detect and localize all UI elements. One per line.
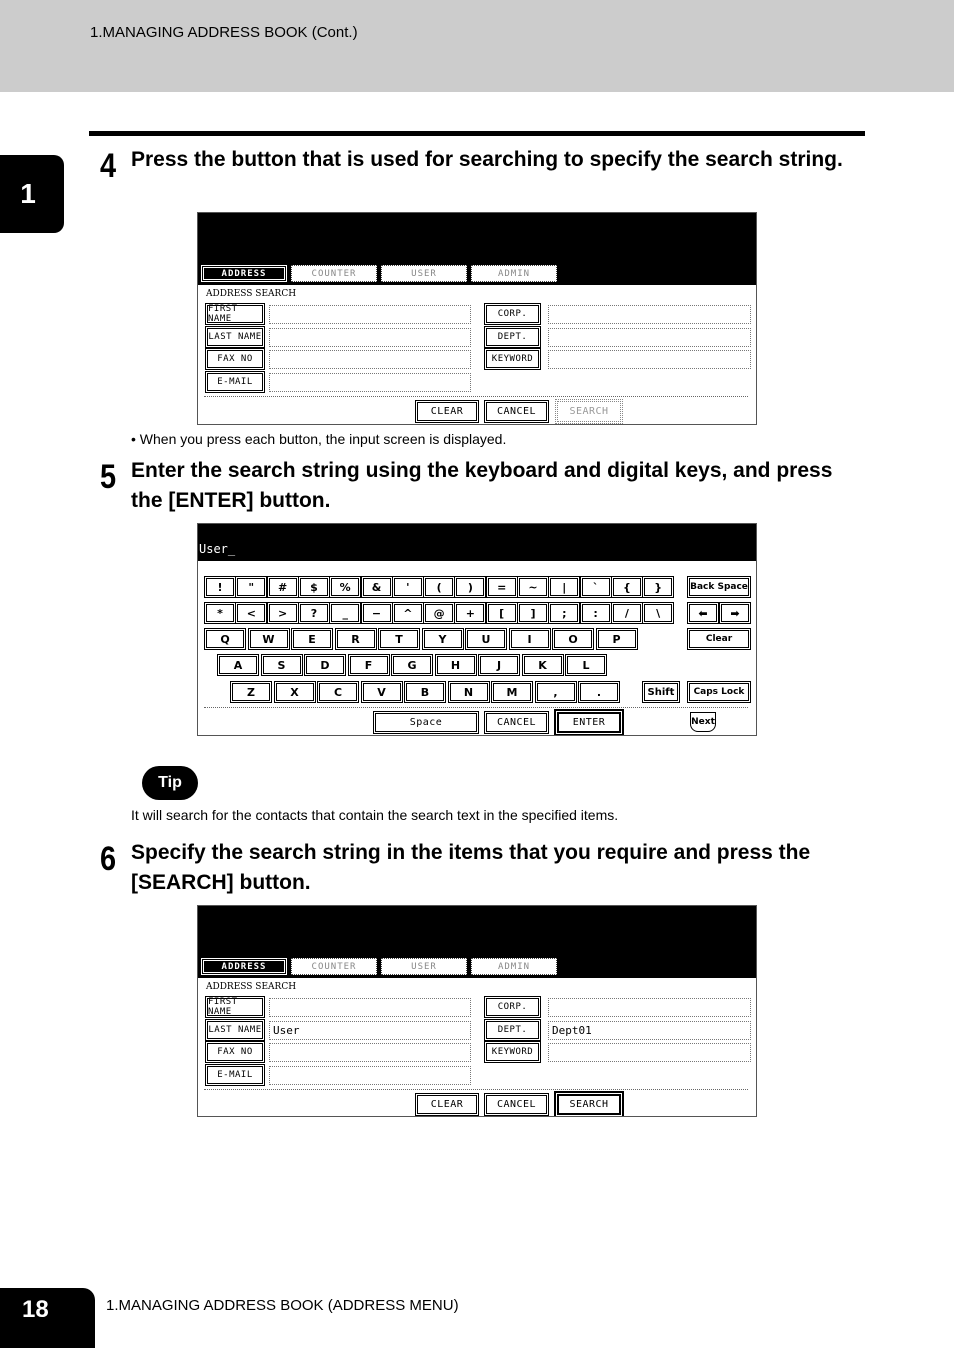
- key-row1-13[interactable]: {: [613, 578, 641, 596]
- key-row5-3[interactable]: V: [363, 683, 401, 701]
- tip-badge: Tip: [142, 766, 198, 800]
- key-row4-8[interactable]: L: [567, 656, 605, 674]
- keyword-button[interactable]: KEYWORD: [486, 1043, 539, 1061]
- address-search-screen-empty: [197, 212, 757, 425]
- email-button[interactable]: E-MAIL: [207, 1066, 263, 1084]
- page-number: 18: [0, 1288, 95, 1348]
- key-row5-2[interactable]: C: [319, 683, 357, 701]
- fax-no-button[interactable]: FAX NO: [207, 350, 263, 368]
- key-row1-11[interactable]: |: [550, 578, 578, 596]
- dept-button[interactable]: DEPT.: [486, 328, 539, 346]
- screen-tabs: [201, 958, 557, 975]
- key-row4-2[interactable]: D: [306, 656, 344, 674]
- keyword-button[interactable]: KEYWORD: [486, 350, 539, 368]
- caps-lock-key[interactable]: Caps Lock: [689, 683, 749, 701]
- keyboard-screen: [197, 523, 757, 736]
- first-name-button[interactable]: FIRST NAME: [207, 998, 263, 1016]
- key-row1-12[interactable]: `: [582, 578, 610, 596]
- key-row3-6[interactable]: U: [467, 630, 505, 648]
- key-row5-7[interactable]: ,: [537, 683, 575, 701]
- divider: [204, 396, 748, 397]
- key-row4-0[interactable]: A: [219, 656, 257, 674]
- key-row3-8[interactable]: O: [554, 630, 592, 648]
- keyword-field[interactable]: [548, 1043, 751, 1062]
- dept-button[interactable]: DEPT.: [486, 1021, 539, 1039]
- cancel-button[interactable]: CANCEL: [486, 1095, 547, 1114]
- keyword-field[interactable]: [548, 350, 751, 369]
- space-button[interactable]: Space: [375, 713, 477, 732]
- search-button[interactable]: SEARCH: [557, 1094, 621, 1115]
- header-title: 1.MANAGING ADDRESS BOOK (Cont.): [90, 24, 358, 41]
- email-field[interactable]: [269, 373, 471, 392]
- key-row5-8[interactable]: .: [580, 683, 618, 701]
- key-row4-5[interactable]: H: [437, 656, 475, 674]
- key-row2-9[interactable]: [: [488, 604, 516, 622]
- key-row4-6[interactable]: J: [480, 656, 518, 674]
- tab-user[interactable]: USER: [381, 958, 467, 975]
- chapter-tab: 1: [0, 155, 64, 233]
- corp-button[interactable]: CORP.: [486, 998, 539, 1016]
- clear-key[interactable]: Clear: [689, 630, 749, 648]
- shift-key[interactable]: Shift: [644, 683, 678, 701]
- key-row2-14[interactable]: \: [644, 604, 672, 622]
- step-text: Specify the search string in the items that you require and press the [SEARCH] button.: [131, 841, 811, 894]
- key-row1-8[interactable]: ): [456, 578, 484, 596]
- key-row2-7[interactable]: @: [425, 604, 453, 622]
- section-rule: [89, 131, 865, 136]
- key-row2-0[interactable]: *: [206, 604, 234, 622]
- key-row3-2[interactable]: E: [293, 630, 331, 648]
- tab-admin[interactable]: ADMIN: [471, 958, 557, 975]
- dept-field[interactable]: [548, 328, 751, 347]
- left-arrow-key[interactable]: ⬅: [689, 604, 717, 622]
- first-name-field[interactable]: [269, 305, 471, 324]
- page-header: [0, 0, 954, 92]
- key-row3-1[interactable]: W: [250, 630, 288, 648]
- backspace-key[interactable]: Back Space: [689, 578, 749, 596]
- corp-button[interactable]: CORP.: [486, 305, 539, 323]
- key-row3-4[interactable]: T: [380, 630, 418, 648]
- key-row5-5[interactable]: N: [450, 683, 488, 701]
- key-row4-4[interactable]: G: [393, 656, 431, 674]
- fax-no-field[interactable]: [269, 350, 471, 369]
- key-row5-1[interactable]: X: [276, 683, 314, 701]
- search-button-disabled[interactable]: SEARCH: [557, 401, 621, 422]
- key-row4-7[interactable]: K: [524, 656, 562, 674]
- key-row2-10[interactable]: ]: [519, 604, 547, 622]
- corp-field[interactable]: [548, 305, 751, 324]
- tab-admin[interactable]: ADMIN: [471, 265, 557, 282]
- step-number: 6: [100, 840, 117, 878]
- first-name-button[interactable]: FIRST NAME: [207, 305, 263, 323]
- key-row2-3[interactable]: ?: [300, 604, 328, 622]
- key-row1-2[interactable]: #: [269, 578, 297, 596]
- corp-field[interactable]: [548, 998, 751, 1017]
- screen-label: ADDRESS SEARCH: [206, 982, 297, 992]
- key-row2-5[interactable]: −: [363, 604, 391, 622]
- clear-button[interactable]: CLEAR: [417, 1095, 477, 1114]
- key-row1-10[interactable]: ~: [519, 578, 547, 596]
- last-name-button[interactable]: LAST NAME: [207, 328, 263, 346]
- tip-text: It will search for the contacts that contain the search text in the specified items.: [131, 807, 619, 823]
- email-button[interactable]: E-MAIL: [207, 373, 263, 391]
- key-row2-2[interactable]: >: [269, 604, 297, 622]
- key-row3-5[interactable]: Y: [424, 630, 462, 648]
- right-arrow-key[interactable]: ➡: [721, 604, 749, 622]
- address-search-screen-filled: [197, 905, 757, 1117]
- step-text: Enter the search string using the keyboard and digital keys, and press the [ENTER] button.: [131, 459, 833, 512]
- key-row1-7[interactable]: (: [425, 578, 453, 596]
- key-row2-8[interactable]: +: [456, 604, 484, 622]
- screen-label: ADDRESS SEARCH: [206, 289, 297, 299]
- tab-counter[interactable]: COUNTER: [291, 958, 377, 975]
- email-field[interactable]: [269, 1066, 471, 1085]
- key-row1-0[interactable]: !: [206, 578, 234, 596]
- key-row1-3[interactable]: $: [300, 578, 328, 596]
- step-number: 5: [100, 458, 117, 496]
- key-row3-0[interactable]: Q: [206, 630, 244, 648]
- key-row1-4[interactable]: %: [331, 578, 359, 596]
- key-row4-1[interactable]: S: [263, 656, 301, 674]
- input-text: User_: [199, 542, 236, 556]
- key-row2-1[interactable]: <: [237, 604, 265, 622]
- screen-tabs: [201, 265, 557, 282]
- next-button[interactable]: Next: [690, 712, 716, 732]
- tab-counter[interactable]: COUNTER: [291, 265, 377, 282]
- key-row3-9[interactable]: P: [598, 630, 636, 648]
- fax-no-field[interactable]: [269, 1043, 471, 1062]
- cancel-button[interactable]: CANCEL: [486, 713, 547, 732]
- key-row2-4[interactable]: _: [331, 604, 359, 622]
- fax-no-button[interactable]: FAX NO: [207, 1043, 263, 1061]
- key-row1-1[interactable]: ": [237, 578, 265, 596]
- divider: [204, 1089, 748, 1090]
- key-row1-9[interactable]: =: [488, 578, 516, 596]
- key-row5-4[interactable]: B: [406, 683, 444, 701]
- tab-address[interactable]: ADDRESS: [201, 958, 287, 975]
- key-row5-6[interactable]: M: [493, 683, 531, 701]
- footer-title: 1.MANAGING ADDRESS BOOK (ADDRESS MENU): [106, 1297, 459, 1314]
- note-text: • When you press each button, the input screen is displayed.: [131, 431, 507, 447]
- cancel-button[interactable]: CANCEL: [486, 402, 547, 421]
- tab-user[interactable]: USER: [381, 265, 467, 282]
- key-row3-7[interactable]: I: [511, 630, 549, 648]
- key-row4-3[interactable]: F: [350, 656, 388, 674]
- key-row1-14[interactable]: }: [644, 578, 672, 596]
- enter-button[interactable]: ENTER: [557, 712, 621, 733]
- step-text: Press the button that is used for searching to specify the search string.: [131, 148, 843, 171]
- key-row2-12[interactable]: :: [582, 604, 610, 622]
- last-name-field[interactable]: User: [269, 1021, 471, 1040]
- key-row2-11[interactable]: ;: [550, 604, 578, 622]
- key-row1-6[interactable]: ': [394, 578, 422, 596]
- input-display: [198, 524, 756, 561]
- clear-button[interactable]: CLEAR: [417, 402, 477, 421]
- key-row2-6[interactable]: ^: [394, 604, 422, 622]
- last-name-field[interactable]: [269, 328, 471, 347]
- key-row3-3[interactable]: R: [337, 630, 375, 648]
- last-name-button[interactable]: LAST NAME: [207, 1021, 263, 1039]
- divider: [204, 707, 748, 708]
- first-name-field[interactable]: [269, 998, 471, 1017]
- key-row2-13[interactable]: /: [613, 604, 641, 622]
- tab-address[interactable]: ADDRESS: [201, 265, 287, 282]
- dept-field[interactable]: Dept01: [548, 1021, 751, 1040]
- key-row5-0[interactable]: Z: [232, 683, 270, 701]
- step-number: 4: [100, 147, 117, 185]
- key-row1-5[interactable]: &: [363, 578, 391, 596]
